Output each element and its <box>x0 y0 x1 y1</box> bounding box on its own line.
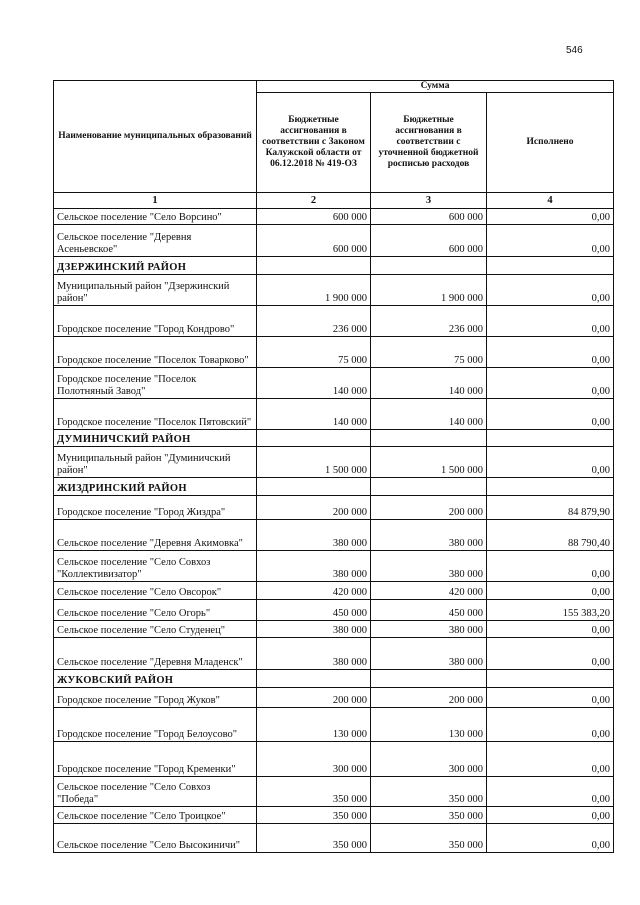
region-name: ДУМИНИЧСКИЙ РАЙОН <box>54 430 257 447</box>
executed-value: 0,00 <box>487 742 614 777</box>
municipality-name: Городское поселение "Поселок Полотняный Завод" <box>54 368 257 399</box>
law-allocation-value: 1 900 000 <box>257 275 371 306</box>
law-allocation-value: 350 000 <box>257 807 371 824</box>
column-number-row <box>54 193 614 209</box>
law-allocation-value: 140 000 <box>257 399 371 430</box>
law-allocation-value: 200 000 <box>257 688 371 708</box>
refined-allocation-value: 450 000 <box>371 600 487 621</box>
empty-cell <box>371 478 487 496</box>
executed-value: 0,00 <box>487 225 614 257</box>
executed-value: 0,00 <box>487 275 614 306</box>
law-allocation-value: 236 000 <box>257 306 371 337</box>
municipality-name: Сельское поселение "Село Совхоз "Победа" <box>54 777 257 807</box>
executed-value: 0,00 <box>487 638 614 670</box>
municipality-name: Городское поселение "Город Кондрово" <box>54 306 257 337</box>
refined-allocation-value: 1 900 000 <box>371 275 487 306</box>
empty-cell <box>257 478 371 496</box>
table-row <box>54 368 614 399</box>
refined-allocation-value: 380 000 <box>371 520 487 551</box>
table-row <box>54 688 614 708</box>
refined-allocation-value: 1 500 000 <box>371 447 487 478</box>
municipality-name: Сельское поселение "Деревня Младенск" <box>54 638 257 670</box>
law-allocation-value: 380 000 <box>257 638 371 670</box>
column-number: 4 <box>487 193 614 209</box>
law-allocation-value: 140 000 <box>257 368 371 399</box>
law-allocation-value: 350 000 <box>257 824 371 853</box>
table-row <box>54 621 614 638</box>
law-allocation-value: 450 000 <box>257 600 371 621</box>
municipality-name: Городское поселение "Город Жиздра" <box>54 496 257 520</box>
refined-allocation-value: 380 000 <box>371 621 487 638</box>
header-law-allocations: Бюджетные ассигнования в соответствии с Законом Калужской области от 06.12.2018 № 419-ОЗ <box>257 93 371 193</box>
region-name: ЖУКОВСКИЙ РАЙОН <box>54 670 257 688</box>
empty-cell <box>371 430 487 447</box>
budget-table <box>53 80 614 853</box>
refined-allocation-value: 600 000 <box>371 209 487 225</box>
municipality-name: Сельское поселение "Деревня Акимовка" <box>54 520 257 551</box>
executed-value: 0,00 <box>487 551 614 582</box>
executed-value: 88 790,40 <box>487 520 614 551</box>
empty-cell <box>257 430 371 447</box>
table-row <box>54 399 614 430</box>
region-name: ДЗЕРЖИНСКИЙ РАЙОН <box>54 257 257 275</box>
refined-allocation-value: 200 000 <box>371 688 487 708</box>
table-row <box>54 225 614 257</box>
table-row <box>54 824 614 853</box>
executed-value: 0,00 <box>487 621 614 638</box>
executed-value: 0,00 <box>487 777 614 807</box>
law-allocation-value: 75 000 <box>257 337 371 368</box>
executed-value: 155 383,20 <box>487 600 614 621</box>
municipality-name: Городское поселение "Город Кременки" <box>54 742 257 777</box>
executed-value: 0,00 <box>487 337 614 368</box>
refined-allocation-value: 420 000 <box>371 582 487 600</box>
table-row <box>54 551 614 582</box>
law-allocation-value: 130 000 <box>257 708 371 742</box>
table-row <box>54 209 614 225</box>
table-row <box>54 496 614 520</box>
empty-cell <box>487 478 614 496</box>
law-allocation-value: 380 000 <box>257 621 371 638</box>
empty-cell <box>257 670 371 688</box>
municipality-name: Сельское поселение "Деревня Асеньевское" <box>54 225 257 257</box>
refined-allocation-value: 300 000 <box>371 742 487 777</box>
law-allocation-value: 1 500 000 <box>257 447 371 478</box>
empty-cell <box>487 257 614 275</box>
municipality-name: Городское поселение "Город Белоусово" <box>54 708 257 742</box>
executed-value: 0,00 <box>487 368 614 399</box>
executed-value: 0,00 <box>487 824 614 853</box>
table-row <box>54 447 614 478</box>
empty-cell <box>371 257 487 275</box>
law-allocation-value: 350 000 <box>257 777 371 807</box>
municipality-name: Сельское поселение "Село Троицкое" <box>54 807 257 824</box>
refined-allocation-value: 130 000 <box>371 708 487 742</box>
table-row <box>54 337 614 368</box>
law-allocation-value: 380 000 <box>257 551 371 582</box>
refined-allocation-value: 350 000 <box>371 777 487 807</box>
law-allocation-value: 200 000 <box>257 496 371 520</box>
region-name: ЖИЗДРИНСКИЙ РАЙОН <box>54 478 257 496</box>
column-number: 1 <box>54 193 257 209</box>
region-row <box>54 478 614 496</box>
refined-allocation-value: 236 000 <box>371 306 487 337</box>
municipality-name: Городское поселение "Поселок Товарково" <box>54 337 257 368</box>
executed-value: 84 879,90 <box>487 496 614 520</box>
refined-allocation-value: 140 000 <box>371 368 487 399</box>
municipality-name: Сельское поселение "Село Ворсино" <box>54 209 257 225</box>
refined-allocation-value: 600 000 <box>371 225 487 257</box>
law-allocation-value: 420 000 <box>257 582 371 600</box>
municipality-name: Сельское поселение "Село Высокиничи" <box>54 824 257 853</box>
municipality-name: Сельское поселение "Село Овсорок" <box>54 582 257 600</box>
refined-allocation-value: 350 000 <box>371 807 487 824</box>
refined-allocation-value: 380 000 <box>371 551 487 582</box>
municipality-name: Городское поселение "Поселок Пятовский" <box>54 399 257 430</box>
empty-cell <box>371 670 487 688</box>
table-row <box>54 777 614 807</box>
header-executed: Исполнено <box>487 93 614 193</box>
region-row <box>54 670 614 688</box>
table-row <box>54 520 614 551</box>
law-allocation-value: 300 000 <box>257 742 371 777</box>
region-row <box>54 257 614 275</box>
table-row <box>54 807 614 824</box>
refined-allocation-value: 140 000 <box>371 399 487 430</box>
law-allocation-value: 380 000 <box>257 520 371 551</box>
table-row <box>54 275 614 306</box>
empty-cell <box>487 430 614 447</box>
executed-value: 0,00 <box>487 708 614 742</box>
table-row <box>54 638 614 670</box>
table-row <box>54 708 614 742</box>
refined-allocation-value: 75 000 <box>371 337 487 368</box>
executed-value: 0,00 <box>487 807 614 824</box>
header-name: Наименование муниципальных образований <box>54 81 257 193</box>
municipality-name: Муниципальный район "Дзержинский район" <box>54 275 257 306</box>
municipality-name: Городское поселение "Город Жуков" <box>54 688 257 708</box>
column-number: 3 <box>371 193 487 209</box>
executed-value: 0,00 <box>487 399 614 430</box>
header-row-group <box>54 81 614 93</box>
header-sum-group: Сумма <box>257 81 614 93</box>
refined-allocation-value: 380 000 <box>371 638 487 670</box>
table-row <box>54 582 614 600</box>
header-refined-allocations: Бюджетные ассигнования в соответствии с уточненной бюджетной росписью расходов <box>371 93 487 193</box>
executed-value: 0,00 <box>487 209 614 225</box>
refined-allocation-value: 200 000 <box>371 496 487 520</box>
municipality-name: Сельское поселение "Село Студенец" <box>54 621 257 638</box>
executed-value: 0,00 <box>487 582 614 600</box>
refined-allocation-value: 350 000 <box>371 824 487 853</box>
page-number: 546 <box>566 45 583 56</box>
executed-value: 0,00 <box>487 688 614 708</box>
law-allocation-value: 600 000 <box>257 225 371 257</box>
empty-cell <box>487 670 614 688</box>
table-row <box>54 742 614 777</box>
empty-cell <box>257 257 371 275</box>
executed-value: 0,00 <box>487 447 614 478</box>
executed-value: 0,00 <box>487 306 614 337</box>
municipality-name: Муниципальный район "Думиничский район" <box>54 447 257 478</box>
municipality-name: Сельское поселение "Село Совхоз "Коллективизатор" <box>54 551 257 582</box>
column-number: 2 <box>257 193 371 209</box>
region-row <box>54 430 614 447</box>
table-row <box>54 600 614 621</box>
table-row <box>54 306 614 337</box>
law-allocation-value: 600 000 <box>257 209 371 225</box>
municipality-name: Сельское поселение "Село Огорь" <box>54 600 257 621</box>
